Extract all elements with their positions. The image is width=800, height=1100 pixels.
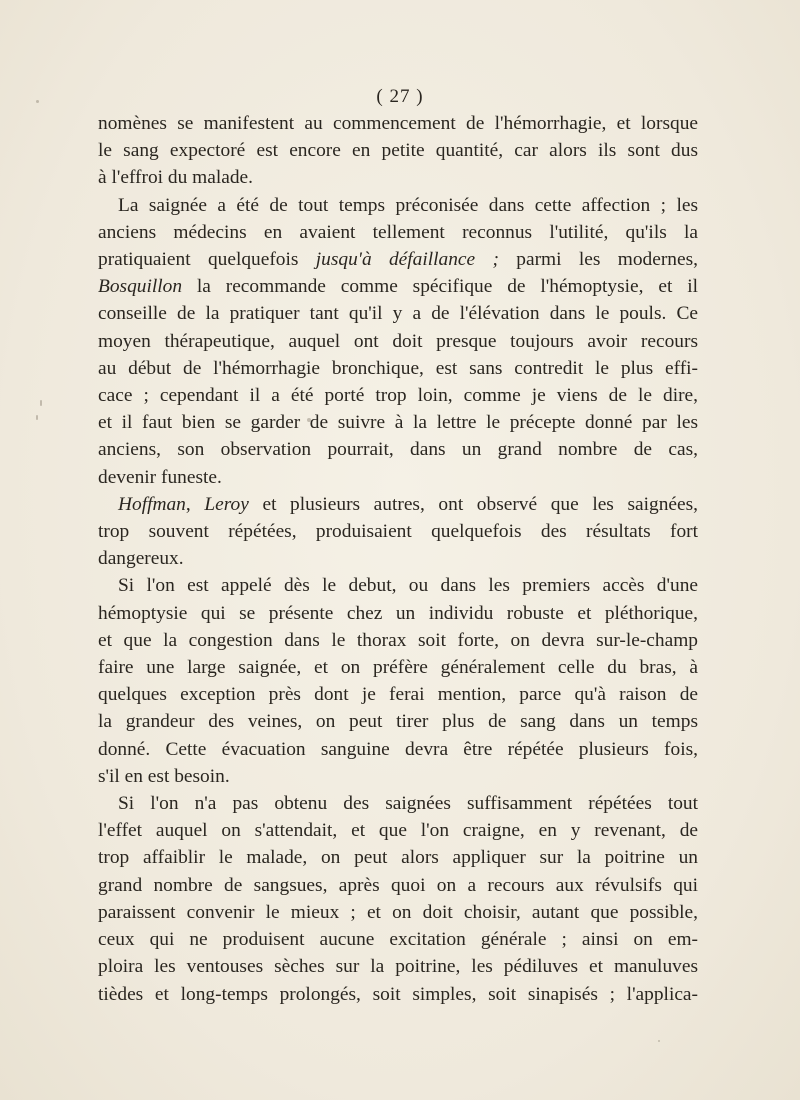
text-line: l'effet auquel on s'attendait, et que l'on craigne, en y revenant, de xyxy=(98,820,698,842)
page-number: ( 27 ) xyxy=(376,86,424,107)
paragraph-1 xyxy=(98,110,698,192)
text-line xyxy=(98,273,698,300)
text-line: trop affaiblir le malade, on peut alors appliquer sur la poitrine un xyxy=(98,847,698,869)
text-line: cace ; cependant il a été porté trop loin, comme je viens de le dire, xyxy=(98,385,698,407)
text-line: paraissent convenir le mieux ; et on doit choisir, autant que possible, xyxy=(98,901,698,923)
text-line: et que la congestion dans le thorax soit forte, on devra sur-le-champ xyxy=(98,629,698,651)
text-line: dangereux. xyxy=(98,548,184,570)
text-line: faire une large saignée, et on préfère généralement celle du bras, à xyxy=(98,657,698,679)
author-name: Leroy xyxy=(204,493,249,515)
paragraph-2 xyxy=(98,192,698,491)
text-line: à l'effroi du malade. xyxy=(98,167,253,189)
text-line: et il faut bien se garder de suivre à la lettre le précepte donné par les xyxy=(98,412,698,434)
text-line: ploira les ventouses sèches sur la poitrine, les pédiluves et manuluves xyxy=(98,956,698,978)
text-segment: pratiquaient quelquefois xyxy=(98,249,316,271)
text-line: s'il en est besoin. xyxy=(98,765,230,787)
text-segment: , xyxy=(185,493,205,515)
text-line: donné. Cette évacuation sanguine devra être répétée plusieurs fois, xyxy=(98,738,698,760)
text-line: ceux qui ne produisent aucune excitation générale ; ainsi on em- xyxy=(98,929,698,951)
text-line: anciens médecins en avaient tellement reconnus l'utilité, qu'ils la xyxy=(98,221,698,243)
text-line: le sang expectoré est encore en petite quantité, car alors ils sont dus xyxy=(98,140,698,162)
paper-speck xyxy=(36,415,38,420)
text-line: au début de l'hémorrhagie bronchique, est sans contredit le plus effi- xyxy=(98,357,698,379)
body-text xyxy=(98,110,698,1008)
text-line: quelques exception près dont je ferai mention, parce qu'à raison de xyxy=(98,684,698,706)
text-line: tièdes et long-temps prolongés, soit simples, soit sinapisés ; l'applica- xyxy=(98,983,698,1005)
text-line: La saignée a été de tout temps préconisée dans cette affection ; les xyxy=(118,194,698,216)
text-line: nomènes se manifestent au commencement de l'hémorrhagie, et lorsque xyxy=(98,113,698,134)
italic-phrase: jusqu'à défaillance ; xyxy=(315,249,499,271)
text-line: trop souvent répétées, produisaient quelquefois des résultats fort xyxy=(98,521,698,543)
paper-speck xyxy=(40,400,42,406)
paper-speck xyxy=(658,1040,660,1042)
author-name: Bosquillon xyxy=(98,276,183,298)
text-line: Si l'on est appelé dès le debut, ou dans les premiers accès d'une xyxy=(118,575,698,597)
text-line: la grandeur des veines, on peut tirer plus de sang dans un temps xyxy=(98,711,698,733)
paper-speck xyxy=(307,418,311,422)
text-line xyxy=(98,246,698,273)
text-line: hémoptysie qui se présente chez un individu robuste et pléthorique, xyxy=(98,602,698,624)
paragraph-4 xyxy=(98,572,698,790)
text-line: grand nombre de sangsues, après quoi on a recours aux révulsifs qui xyxy=(98,874,698,896)
author-name: Hoffman xyxy=(118,493,186,515)
text-line: conseille de la pratiquer tant qu'il y a de l'élévation dans le pouls. Ce xyxy=(98,303,698,325)
text-segment: la recommande comme spécifique de l'hémoptysie, et il xyxy=(182,276,698,298)
text-line: devenir funeste. xyxy=(98,466,222,488)
text-line xyxy=(98,491,698,518)
paragraph-5 xyxy=(98,790,698,1008)
text-segment: et plusieurs autres, ont observé que les saignées, xyxy=(248,493,698,515)
text-line: Si l'on n'a pas obtenu des saignées suffisamment répétées tout xyxy=(118,793,698,815)
text-line: moyen thérapeutique, auquel ont doit presque toujours avoir recours xyxy=(98,330,698,352)
paragraph-3 xyxy=(98,491,698,573)
text-segment: parmi les modernes, xyxy=(498,249,698,271)
text-line: anciens, son observation pourrait, dans un grand nombre de cas, xyxy=(98,439,698,461)
paper-speck xyxy=(36,100,39,103)
